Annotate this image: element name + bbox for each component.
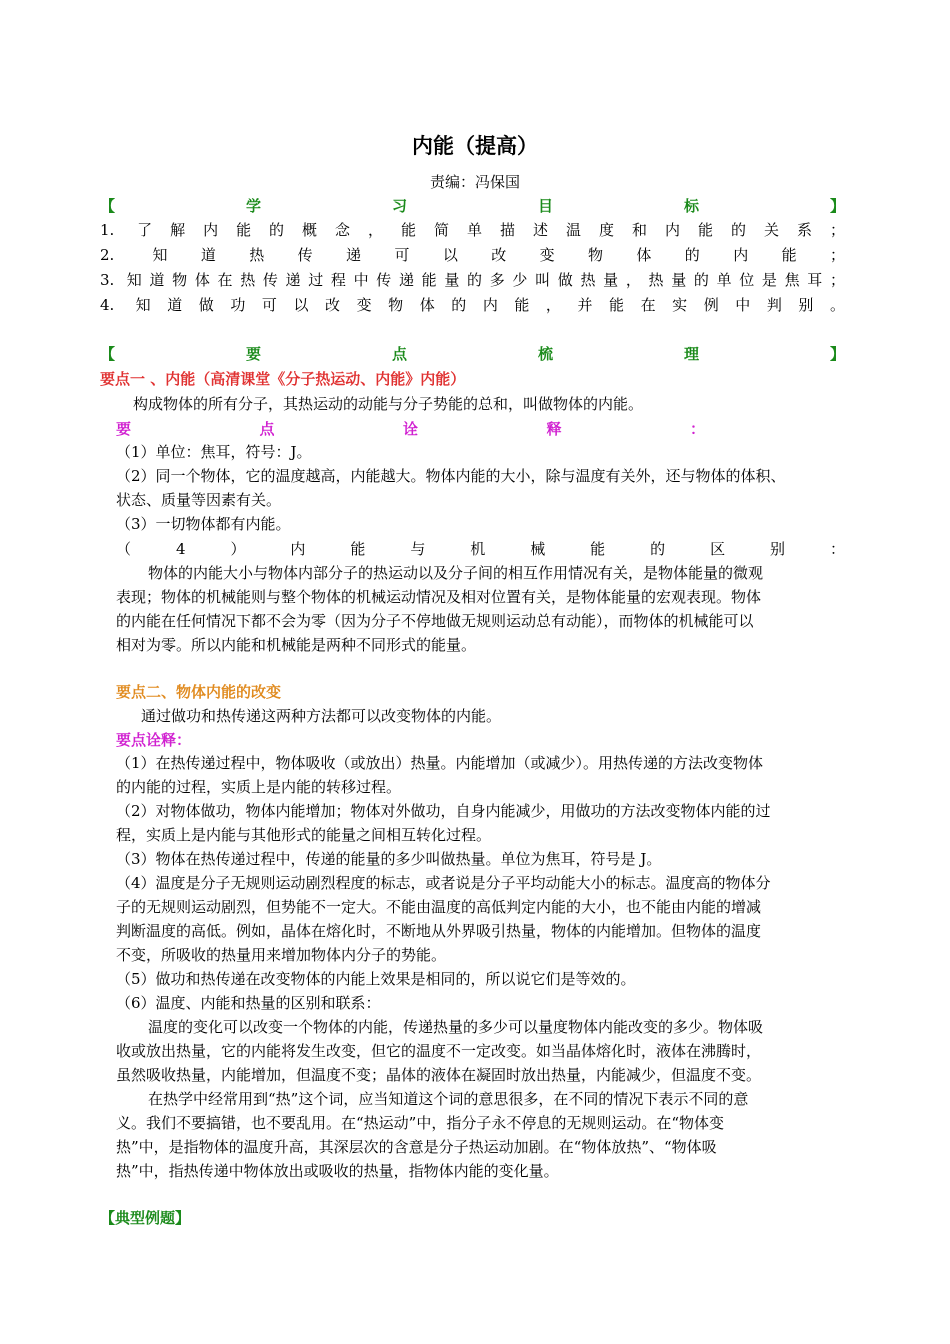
- diff-line: 表现；物体的机械能则与整个物体的机械运动情况及相对位置有关，是物体能量的宏观表现。物体: [116, 588, 762, 606]
- point2-line: 在热学中经常用到“热”这个词，应当知道这个词的意思很多，在不同的情况下表示不同的意: [148, 1090, 749, 1108]
- point2-line: （5）做功和热传递在改变物体的内能上效果是相同的，所以说它们是等效的。: [116, 970, 636, 988]
- objective-item: 1. 了解内能的概念，能简单描述温度和内能的关系；: [100, 221, 845, 239]
- point2-line: 温度的变化可以改变一个物体的内能，传递热量的多少可以量度物体内能改变的多少。物体吸: [148, 1018, 764, 1036]
- point2-line: 判断温度的高低。例如，晶体在熔化时，不断地从外界吸引热量，物体的内能增加。但物体的温度: [116, 922, 762, 940]
- point2-intro: 通过做功和热传递这两种方法都可以改变物体的内能。: [141, 707, 502, 725]
- point2-line: 程，实质上是内能与其他形式的能量之间相互转化过程。: [116, 826, 492, 844]
- point2-line: （4）温度是分子无规则运动剧烈程度的标志，或者说是分子平均动能大小的标志。温度高的物体分: [116, 874, 771, 892]
- point2-line: 义。我们不要搞错，也不要乱用。在“热运动”中，指分子永不停息的无规则运动。在“物体变: [116, 1114, 725, 1132]
- point2-line: 热”中，是指物体的温度升高，其深层次的含意是分子热运动加剧。在“物体放热”、“物体吸: [116, 1138, 717, 1156]
- summary-header: 【要点梳理】: [100, 345, 845, 363]
- point2-line: 虽然吸收热量，内能增加，但温度不变；晶体的液体在凝固时放出热量，内能减少，但温度不变。: [116, 1066, 762, 1084]
- point1-intro: 构成物体的所有分子，其热运动的动能与分子势能的总和，叫做物体的内能。: [133, 395, 644, 413]
- objectives-header: 【学习目标】: [100, 197, 845, 215]
- point2-line: （3）物体在热传递过程中，传递的能量的多少叫做热量。单位为焦耳，符号是 J。: [116, 850, 662, 868]
- editor-line: 责编：冯保国: [429, 173, 520, 191]
- point2-line: 子的无规则运动剧烈，但势能不一定大。不能由温度的高低判定内能的大小，也不能由内能的增减: [116, 898, 762, 916]
- point1-notes-label: 要点诠释：: [116, 420, 705, 438]
- point2-line: （6）温度、内能和热量的区别和联系：: [116, 994, 381, 1012]
- point1-heading: 要点一 、内能（高清课堂《分子热运动、内能》内能）: [100, 370, 466, 388]
- point1-note: 状态、质量等因素有关。: [116, 491, 282, 509]
- point2-line: 热”中，指热传递中物体放出或吸收的热量，指物体内能的变化量。: [116, 1162, 559, 1180]
- point2-notes-label: 要点诠释：: [116, 731, 192, 749]
- point1-note: （3）一切物体都有内能。: [116, 515, 291, 533]
- diff-line: 的内能在任何情况下都不会为零（因为分子不停地做无规则运动总有动能），而物体的机械能可以: [116, 612, 754, 630]
- objective-item: 2. 知道热传递可以改变物体的内能；: [100, 246, 845, 264]
- point2-line: （1）在热传递过程中，物体吸收（或放出）热量。内能增加（或减少）。用热传递的方法改变物体: [116, 754, 764, 772]
- point2-line: 收或放出热量，它的内能将发生改变，但它的温度不一定改变。如当晶体熔化时，液体在沸腾时，: [116, 1042, 762, 1060]
- point1-note: （4）内能与机械能的区别：: [116, 540, 845, 558]
- point2-line: 不变，所吸收的热量用来增加物体内分子的势能。: [116, 946, 447, 964]
- point2-line: （2）对物体做功，物体内能增加；物体对外做功，自身内能减少，用做功的方法改变物体内能的过: [116, 802, 771, 820]
- point1-note: （2）同一个物体，它的温度越高，内能越大。物体内能的大小，除与温度有关外，还与物体的体积、: [116, 467, 786, 485]
- page-title: 内能（提高）: [412, 133, 538, 158]
- diff-line: 相对为零。所以内能和机械能是两种不同形式的能量。: [116, 636, 477, 654]
- objective-item: 3. 知道物体在热传递过程中传递能量的多少叫做热量，热量的单位是焦耳；: [100, 271, 845, 289]
- examples-header: 【典型例题】: [100, 1209, 191, 1227]
- objective-item: 4. 知道做功可以改变物体的内能，并能在实例中判别。: [100, 296, 845, 314]
- point2-line: 的内能的过程，实质上是内能的转移过程。: [116, 778, 402, 796]
- point1-note: （1）单位：焦耳，符号：J。: [116, 443, 312, 461]
- point2-heading: 要点二、物体内能的改变: [116, 683, 282, 701]
- diff-line: 物体的内能大小与物体内部分子的热运动以及分子间的相互作用情况有关，是物体能量的微观: [148, 564, 764, 582]
